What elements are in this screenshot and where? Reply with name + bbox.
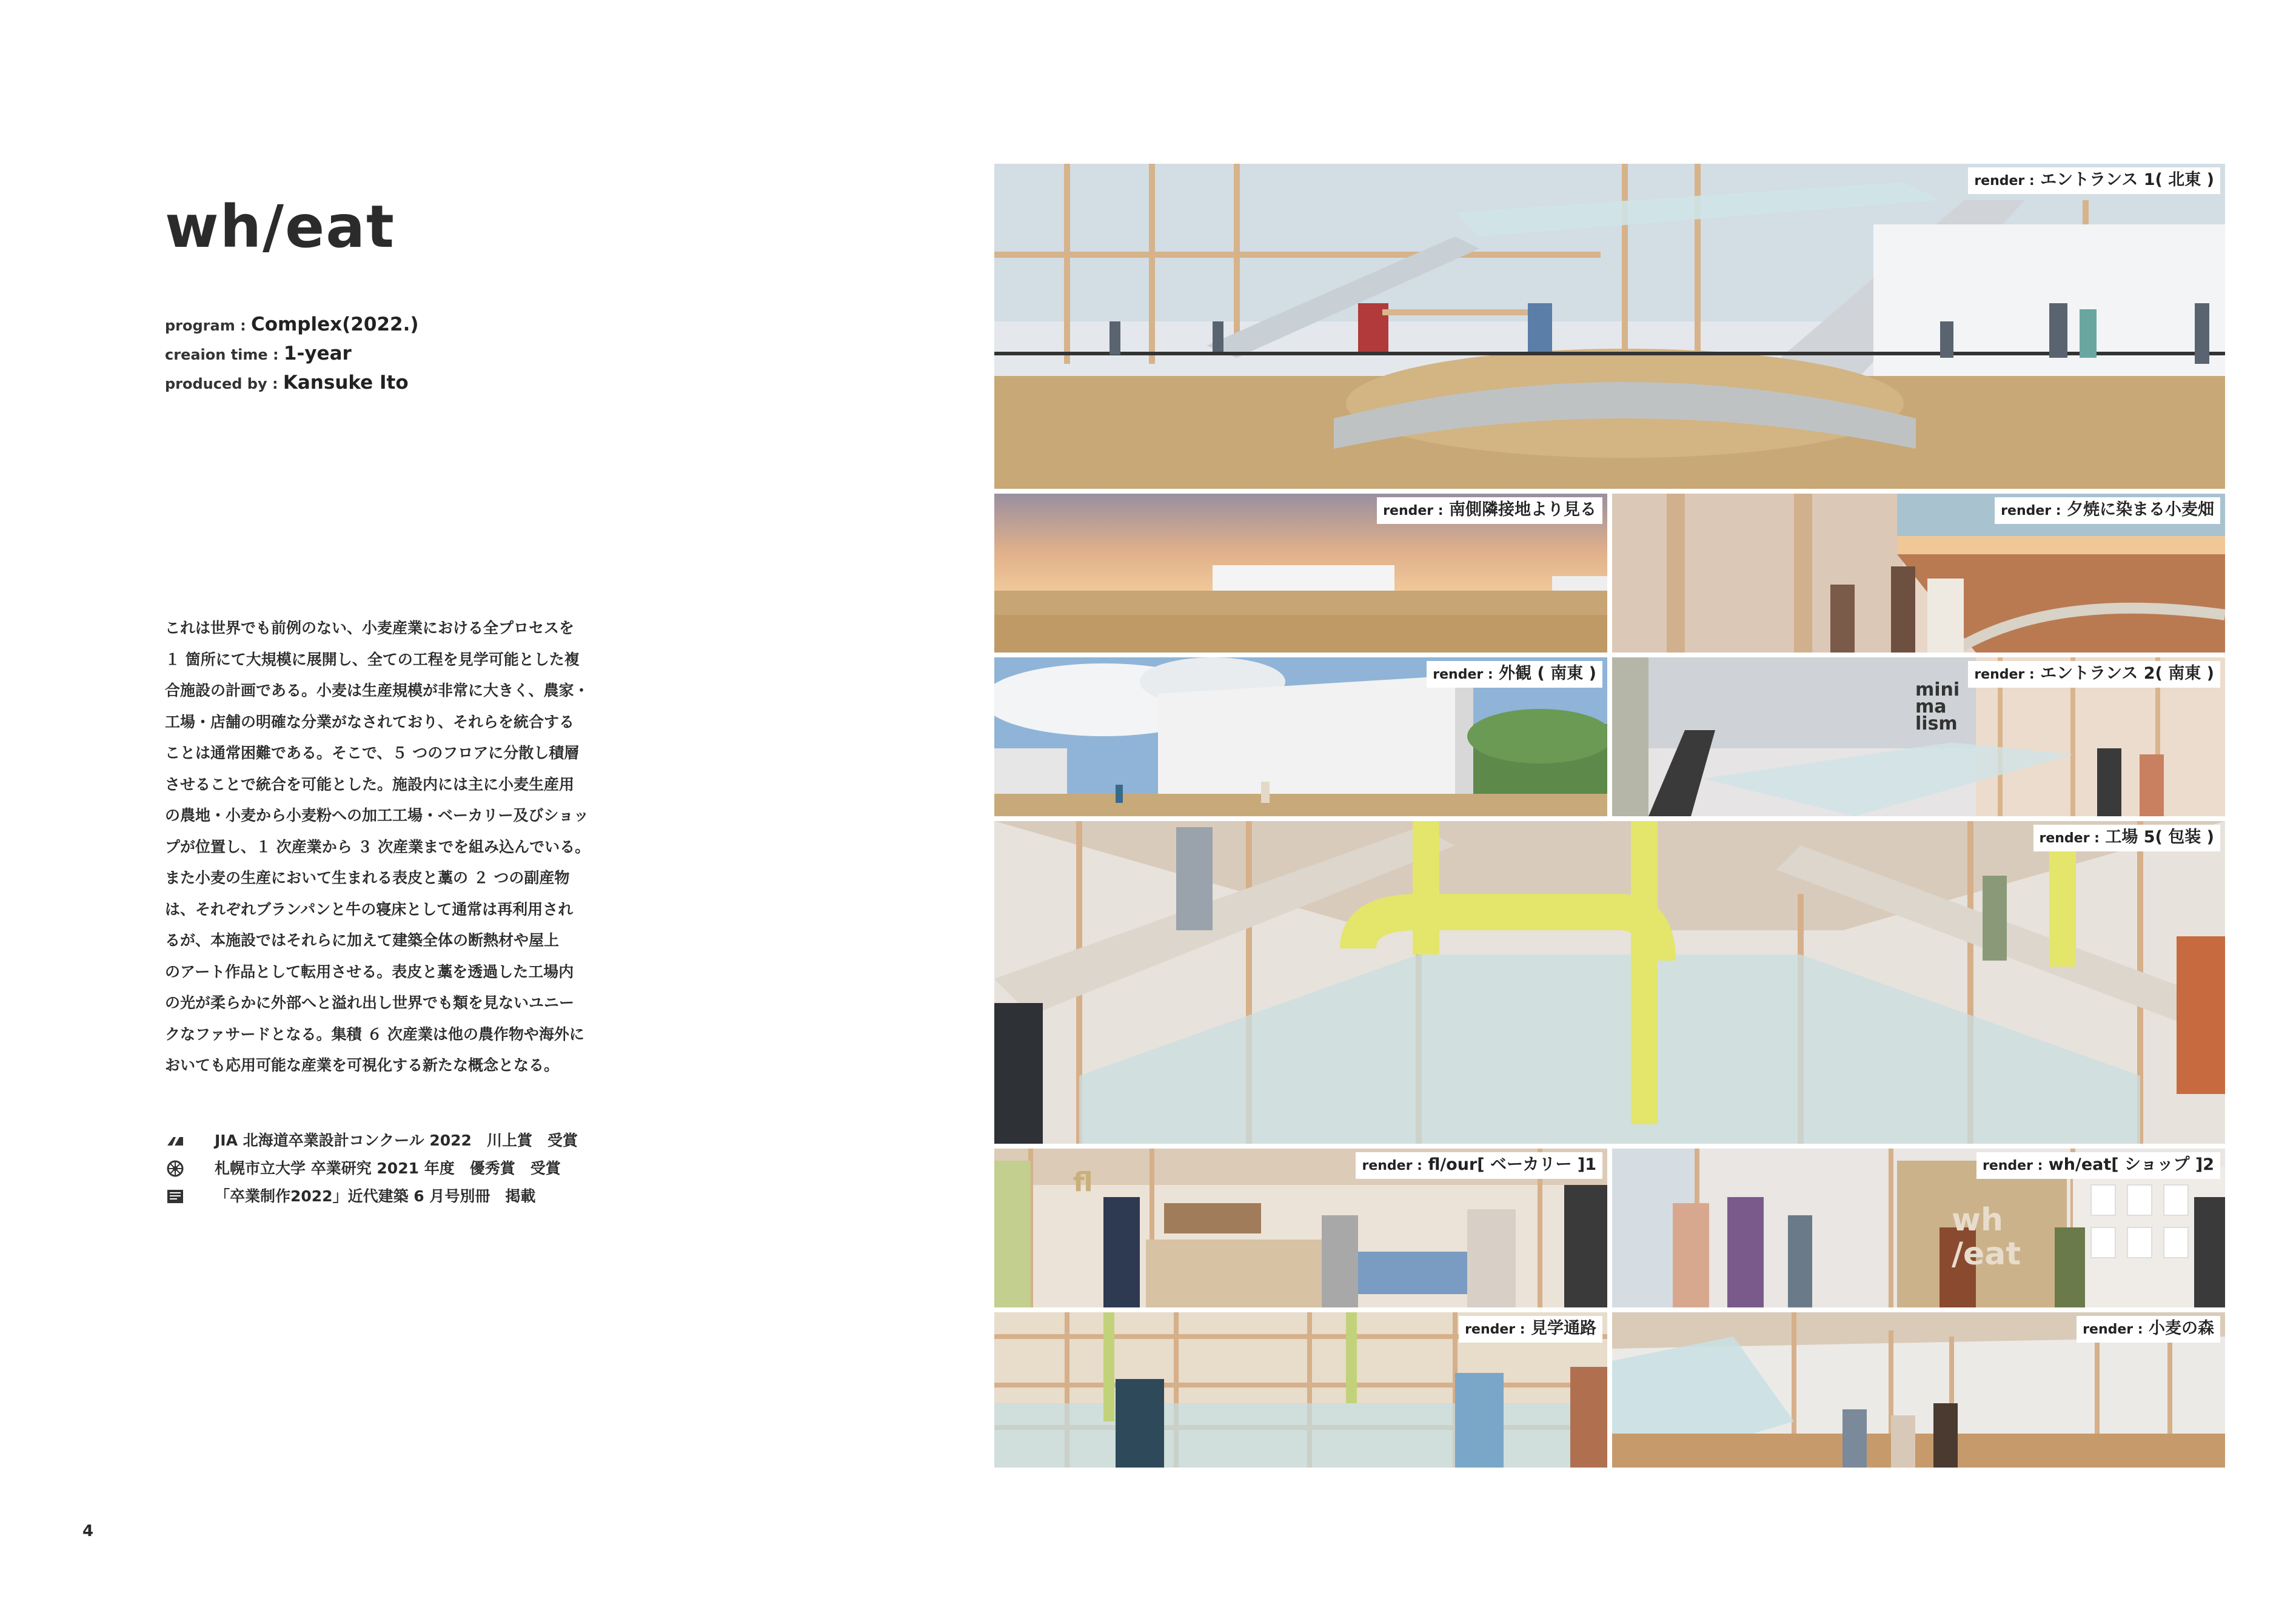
- render-label: render : 外観 ( 南東 ): [1427, 661, 1602, 688]
- render-label: render : 小麦の森: [2077, 1316, 2220, 1343]
- wall-signage: mini ma lism: [1915, 679, 1960, 734]
- description-line: また小麦の生産において生まれる表皮と藁の ２ つの副産物: [165, 869, 570, 887]
- page-number: 4: [82, 1522, 94, 1540]
- meta-program: program : Complex(2022.): [165, 314, 419, 335]
- render-tile-entrance2: [1612, 657, 2225, 816]
- description-line: ことは通常困難である。そこで、５ つのフロアに分散し積層: [165, 744, 580, 762]
- description-line: させることで統合を可能とした。施設内には主に小麦生産用: [165, 775, 575, 793]
- description-line: 工場・店舗の明確な分業がなされており、それらを統合する: [165, 713, 575, 731]
- render-tile-entrance1: [994, 164, 2225, 489]
- award-item: 「卒業制作2022」近代建築 6 月号別冊 掲載: [165, 1183, 578, 1210]
- render-tile-shop2: [1612, 1149, 2225, 1307]
- render-label: render : wh/eat[ ショップ ]2: [1976, 1152, 2220, 1179]
- description-line: のアート作品として転用させる。表皮と藁を透過した工場内: [165, 962, 574, 981]
- description-line: は、それぞれブランパンと牛の寝床として通常は再利用され: [165, 900, 574, 918]
- render-label: render : エントランス 1( 北東 ): [1968, 167, 2220, 194]
- award-item: JIA 北海道卒業設計コンクール 2022 川上賞 受賞: [165, 1127, 578, 1155]
- magazine-logo-icon: [166, 1188, 184, 1205]
- description-line: 合施設の計画である。小麦は生産規模が非常に大きく、農家・: [165, 682, 589, 699]
- render-tile-exterior: [994, 657, 1607, 816]
- bakery-signage: fl: [1073, 1167, 1093, 1198]
- render-label: render : fl/our[ ベーカリー ]1: [1356, 1152, 1602, 1179]
- award-item: 札幌市立大学 卒業研究 2021 年度 優秀賞 受賞: [165, 1155, 578, 1183]
- render-tile-tour: [994, 1312, 1607, 1468]
- description-line: クなファサードとなる。集積 ６ 次産業は他の農作物や海外に: [165, 1025, 584, 1043]
- render-tile-bakery: [994, 1149, 1607, 1307]
- render-tile-sunset: [1612, 494, 2225, 653]
- render-label: render : 見学通路: [1459, 1316, 1602, 1343]
- render-image-entrance1: [994, 164, 2225, 489]
- render-label: render : エントランス 2( 南東 ): [1968, 661, 2220, 688]
- description-line: の農地・小麦から小麦粉への加工工場・ベーカリー及びショッ: [165, 807, 589, 824]
- description-line: １ 箇所にて大規模に展開し、全ての工程を見学可能とした複: [165, 650, 580, 668]
- render-tile-factory5: [994, 821, 2225, 1144]
- university-emblem-icon: [166, 1160, 184, 1177]
- render-gallery: [994, 164, 2225, 1468]
- project-meta: [165, 310, 419, 398]
- render-label: render : 南側隣接地より見る: [1377, 497, 1602, 524]
- description-line: るが、本施設ではそれらに加えて建築全体の断熱材や屋上: [165, 931, 560, 949]
- description-line: プが位置し、１ 次産業から ３ 次産業までを組み込んでいる。: [165, 837, 591, 856]
- render-tile-south: [994, 494, 1607, 653]
- description-line: の光が柔らかに外部へと溢れ出し世界でも類を見ないユニー: [165, 994, 575, 1012]
- jia-logo-icon: [166, 1132, 184, 1149]
- render-image-factory5: [994, 821, 2225, 1144]
- description-line: これは世界でも前例のない、小麦産業における全プロセスを: [165, 619, 575, 637]
- render-tile-forest: [1612, 1312, 2225, 1468]
- meta-producer: produced by : Kansuke Ito: [165, 372, 409, 394]
- render-label: render : 工場 5( 包装 ): [2033, 825, 2221, 851]
- meta-time: creaion time : 1-year: [165, 343, 352, 364]
- shop-signage: wh /eat: [1952, 1202, 2021, 1272]
- project-description: [165, 612, 614, 1081]
- awards-list: [165, 1127, 578, 1210]
- render-label: render : 夕焼に染まる小麦畑: [1995, 497, 2220, 524]
- page-title: wh/eat: [165, 193, 395, 261]
- description-line: おいても応用可能な産業を可視化する新たな概念となる。: [165, 1056, 560, 1074]
